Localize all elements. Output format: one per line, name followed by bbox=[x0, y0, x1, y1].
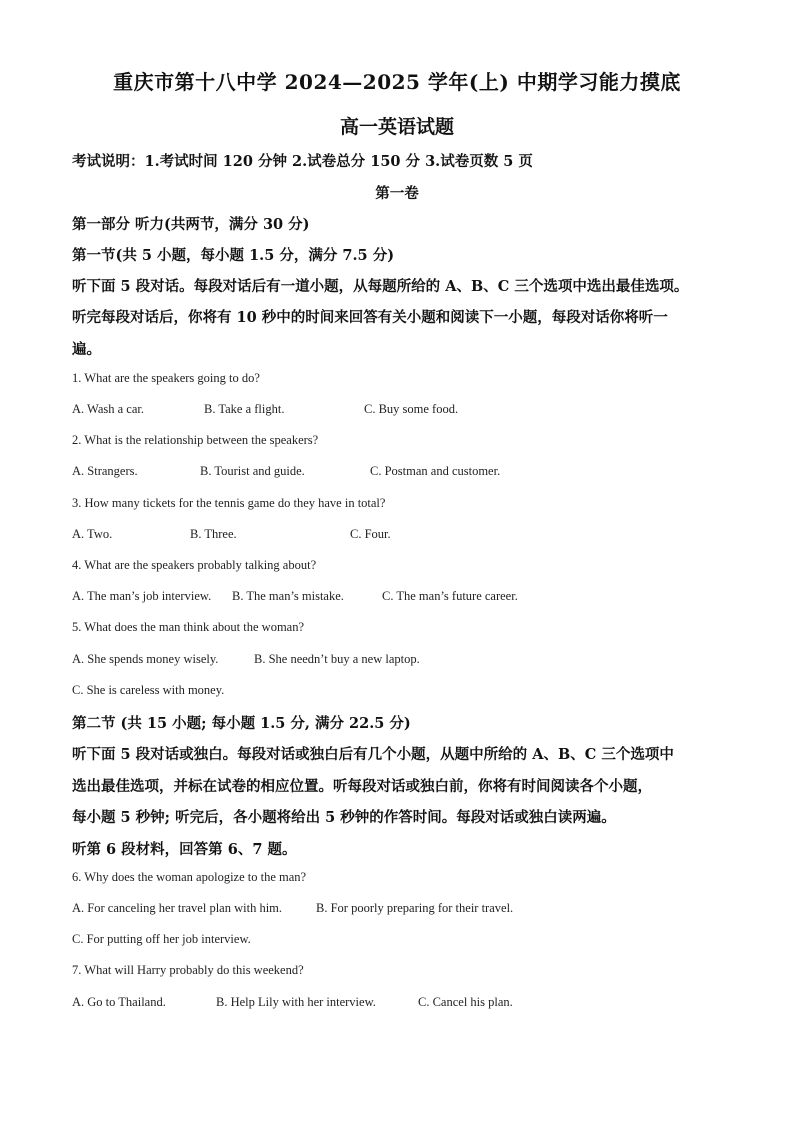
material-heading: 听第 6 段材料，回答第 6、7 题。 bbox=[72, 841, 297, 858]
section2-instruction-line: 每小题 5 秒钟; 听完后，各小题将给出 5 秒钟的作答时间。每段对话或独白读两遍。 bbox=[72, 809, 616, 826]
q3-option-c: C. Four. bbox=[350, 527, 391, 541]
q2-option-b: B. Tourist and guide. bbox=[200, 464, 305, 478]
volume-heading: 第一卷 bbox=[375, 185, 419, 202]
question-6: 6. Why does the woman apologize to the man? bbox=[72, 870, 307, 884]
q2-option-a: A. Strangers. bbox=[72, 464, 138, 478]
q6-option-b: B. For poorly preparing for their travel. bbox=[316, 901, 514, 915]
q6-option-a: A. For canceling her travel plan with him. bbox=[72, 901, 283, 915]
q6-option-c: C. For putting off her job interview. bbox=[72, 932, 251, 946]
section1-instruction-line: 遍。 bbox=[72, 341, 101, 358]
q7-option-b: B. Help Lily with her interview. bbox=[216, 995, 376, 1009]
question-2: 2. What is the relationship between the speakers? bbox=[72, 433, 319, 447]
q5-option-b: B. She needn’t buy a new laptop. bbox=[254, 652, 420, 666]
q1-option-a: A. Wash a car. bbox=[72, 402, 145, 416]
q5-option-c: C. She is careless with money. bbox=[72, 683, 225, 697]
q2-option-c: C. Postman and customer. bbox=[370, 464, 501, 478]
section2-instruction-line: 听下面 5 段对话或独白。每段对话或独白后有几个小题，从题中所给的 A、B、C 三个选项中 bbox=[72, 746, 674, 763]
q7-option-a: A. Go to Thailand. bbox=[72, 995, 166, 1009]
exam-title: 重庆市第十八中学 2024—2025 学年(上) 中期学习能力摸底 bbox=[113, 70, 681, 94]
exam-subtitle: 高一英语试题 bbox=[339, 116, 454, 138]
part1-heading: 第一部分 听力(共两节，满分 30 分) bbox=[72, 216, 310, 233]
section2-heading: 第二节 (共 15 小题; 每小题 1.5 分, 满分 22.5 分) bbox=[72, 715, 411, 732]
section1-instruction-line: 听完每段对话后，你将有 10 秒中的时间来回答有关小题和阅读下一小题，每段对话你将听一 bbox=[72, 309, 668, 326]
q3-option-b: B. Three. bbox=[190, 527, 237, 541]
exam-note: 考试说明：1.考试时间 120 分钟 2.试卷总分 150 分 3.试卷页数 5 页 bbox=[72, 153, 533, 170]
question-1: 1. What are the speakers going to do? bbox=[72, 371, 260, 385]
q4-option-c: C. The man’s future career. bbox=[382, 589, 518, 603]
question-3: 3. How many tickets for the tennis game do they have in total? bbox=[72, 496, 386, 510]
question-5: 5. What does the man think about the woman? bbox=[72, 620, 305, 634]
section2-instruction-line: 选出最佳选项，并标在试卷的相应位置。听每段对话或独白前，你将有时间阅读各个小题， bbox=[72, 778, 652, 795]
q3-option-a: A. Two. bbox=[72, 527, 113, 541]
q7-option-c: C. Cancel his plan. bbox=[418, 995, 513, 1009]
question-7: 7. What will Harry probably do this weekend? bbox=[72, 963, 304, 977]
q5-option-a: A. She spends money wisely. bbox=[72, 652, 219, 666]
q4-option-a: A. The man’s job interview. bbox=[72, 589, 212, 603]
question-4: 4. What are the speakers probably talking about? bbox=[72, 558, 317, 572]
q1-option-c: C. Buy some food. bbox=[364, 402, 459, 416]
q4-option-b: B. The man’s mistake. bbox=[232, 589, 344, 603]
section1-instruction-line: 听下面 5 段对话。每段对话后有一道小题，从每题所给的 A、B、C 三个选项中选出最佳选项。 bbox=[72, 278, 689, 295]
q1-option-b: B. Take a flight. bbox=[204, 402, 285, 416]
section1-heading: 第一节(共 5 小题，每小题 1.5 分，满分 7.5 分) bbox=[72, 247, 395, 264]
